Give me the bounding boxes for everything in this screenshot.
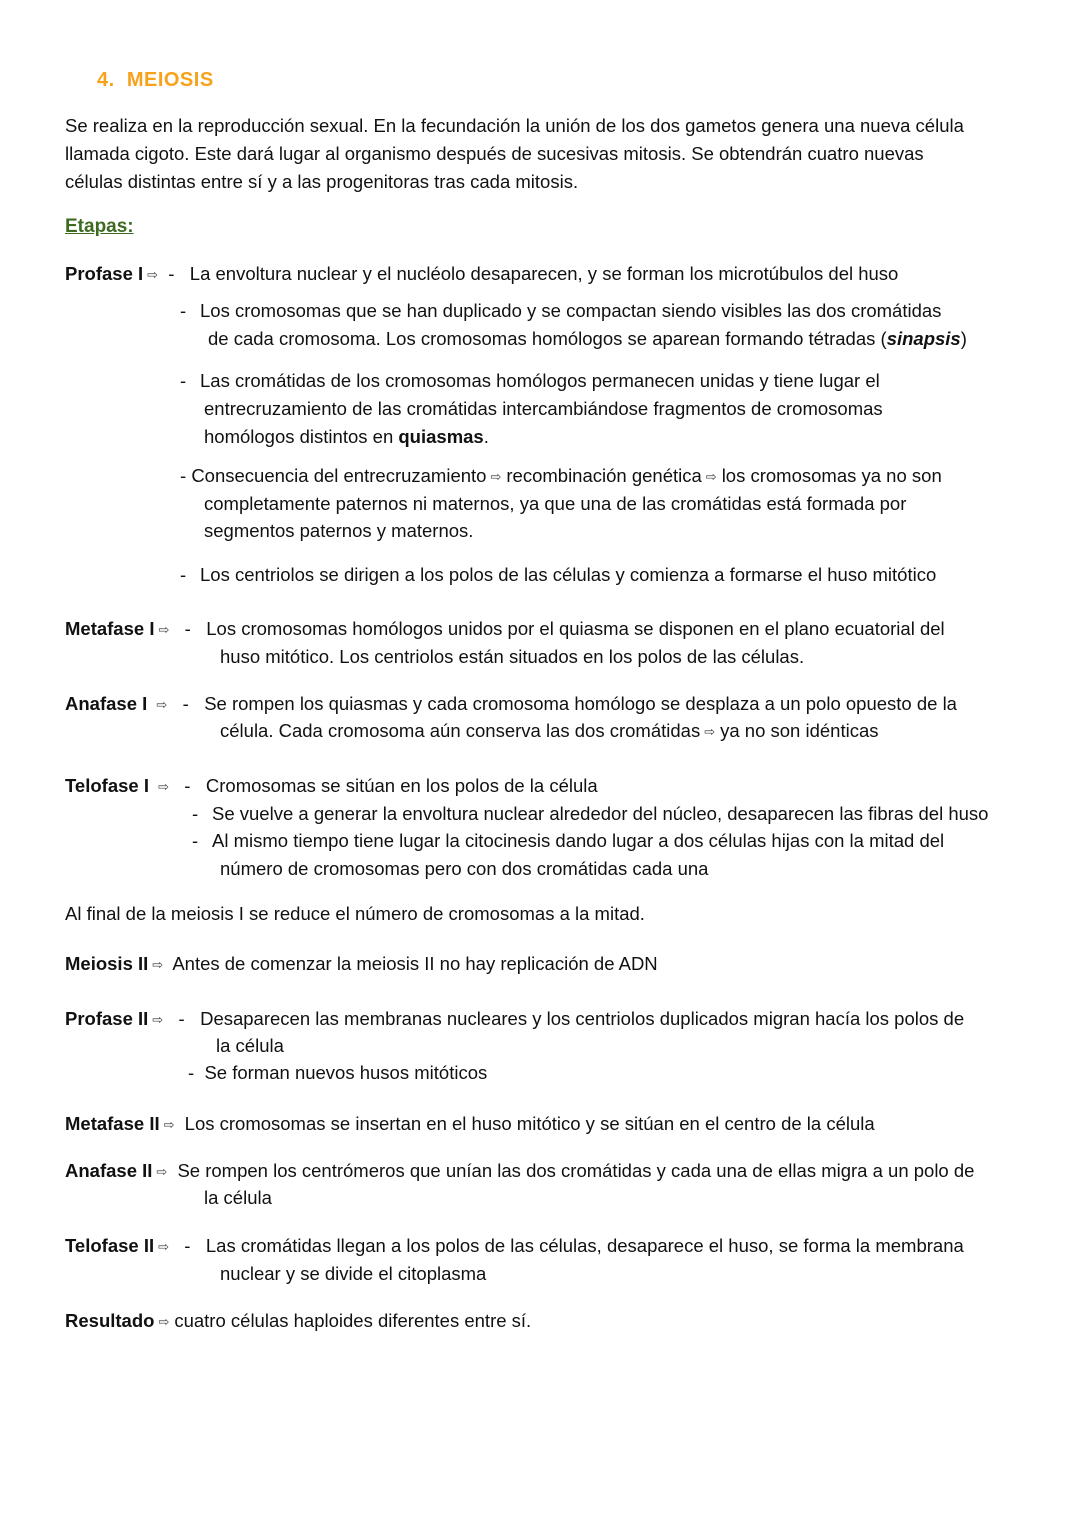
profase1-label: Profase I bbox=[65, 263, 144, 284]
intro-line-3: células distintas entre sí y a las progenitoras tras cada mitosis. bbox=[65, 171, 579, 192]
dash: - bbox=[180, 370, 187, 391]
telofase2-line-2: nuclear y se divide el citoplasma bbox=[220, 1263, 487, 1284]
section-title: MEIOSIS bbox=[126, 69, 214, 91]
arrow-icon: ⇨ bbox=[156, 1164, 168, 1179]
sinapsis-term: sinapsis bbox=[886, 328, 961, 349]
telofase1-line-1: Cromosomas se sitúan en los polos de la célula bbox=[205, 775, 598, 796]
profase2-label: Profase II bbox=[65, 1008, 149, 1029]
dash: - bbox=[168, 263, 175, 284]
resultado-label: Resultado bbox=[65, 1310, 155, 1331]
profase2-line-3-text: Se forman nuevos husos mitóticos bbox=[204, 1062, 488, 1083]
dash: - bbox=[192, 830, 199, 851]
profase1-point-3-line-2: entrecruzamiento de las cromátidas intercambiándose fragmentos de cromosomas bbox=[204, 398, 883, 419]
quiasmas-term: quiasmas bbox=[398, 426, 484, 447]
meiosis2-label: Meiosis II bbox=[65, 953, 149, 974]
arrow-icon: ⇨ bbox=[158, 779, 170, 794]
telofase2-line-1: Las cromátidas llegan a los polos de las células, desaparece el huso, se forma la membrana bbox=[205, 1235, 964, 1256]
anafase1-line-2 bbox=[220, 717, 879, 746]
profase1-point-3-text-c: . bbox=[483, 426, 489, 447]
anafase2-label: Anafase II bbox=[65, 1160, 153, 1181]
telofase2-label: Telofase II bbox=[65, 1235, 155, 1256]
arrow-icon: ⇨ bbox=[158, 1239, 170, 1254]
anafase2-line-1: Se rompen los centrómeros que unían las dos cromátidas y cada una de ellas migra a un polo de bbox=[177, 1160, 975, 1181]
profase1-point-2-line-1 bbox=[180, 297, 941, 324]
profase1-point-4-line-1 bbox=[180, 462, 942, 491]
profase1-point-2-text: Los cromosomas que se han duplicado y se compactan siendo visibles las dos cromátidas bbox=[200, 300, 942, 321]
anafase2-line-2: la célula bbox=[204, 1187, 272, 1208]
dash: - bbox=[188, 1062, 195, 1083]
profase1-point-4-text-b: recombinación genética bbox=[506, 465, 702, 486]
profase1-point-3-line-3 bbox=[204, 423, 489, 450]
profase1-point-1: La envoltura nuclear y el nucléolo desaparecen, y se forman los microtúbulos del huso bbox=[189, 263, 899, 284]
meiosis2-row bbox=[65, 950, 658, 979]
etapas-heading: Etapas: bbox=[65, 216, 134, 237]
arrow-icon: ⇨ bbox=[158, 622, 170, 637]
dash: - bbox=[182, 693, 189, 714]
telofase1-row bbox=[65, 772, 598, 801]
dash: - bbox=[192, 803, 199, 824]
telofase1-line-2 bbox=[192, 800, 988, 827]
intro-line-2: llamada cigoto. Este dará lugar al organismo después de sucesivas mitosis. Se obtendrán cuatro nuevas bbox=[65, 143, 924, 164]
dash: - bbox=[180, 300, 187, 321]
profase2-line-1: Desaparecen las membranas nucleares y los centriolos duplicados migran hacía los polos de bbox=[200, 1008, 965, 1029]
metafase2-label: Metafase II bbox=[65, 1113, 160, 1134]
profase1-point-2-text-a: de cada cromosoma. Los cromosomas homólogos se aparean formando tétradas ( bbox=[208, 328, 887, 349]
profase1-point-3-text: Las cromátidas de los cromosomas homólogos permanecen unidas y tiene lugar el bbox=[200, 370, 880, 391]
intro-line-1: Se realiza en la reproducción sexual. En la fecundación la unión de los dos gametos genera una nueva célula bbox=[65, 115, 964, 136]
dash: - bbox=[184, 618, 191, 639]
metafase2-row bbox=[65, 1110, 875, 1139]
arrow-icon: ⇨ bbox=[490, 469, 502, 484]
arrow-icon: ⇨ bbox=[158, 1314, 170, 1329]
metafase1-line-2: huso mitótico. Los centriolos están situados en los polos de las células. bbox=[220, 646, 805, 667]
profase1-point-4-text-a: Consecuencia del entrecruzamiento bbox=[191, 465, 487, 486]
profase2-row bbox=[65, 1005, 964, 1034]
profase2-line-3 bbox=[188, 1059, 487, 1086]
arrow-icon: ⇨ bbox=[163, 1117, 175, 1132]
profase1-point-4-line-3: segmentos paternos y maternos. bbox=[204, 520, 474, 541]
telofase1-line-4: número de cromosomas pero con dos cromátidas cada una bbox=[220, 858, 709, 879]
dash: - bbox=[184, 1235, 191, 1256]
dash: - bbox=[178, 1008, 185, 1029]
arrow-icon: ⇨ bbox=[152, 1012, 164, 1027]
profase1-point-5 bbox=[180, 561, 936, 588]
section-heading bbox=[97, 67, 214, 93]
arrow-icon: ⇨ bbox=[147, 267, 159, 282]
dash: - bbox=[184, 775, 191, 796]
metafase1-line-1: Los cromosomas homólogos unidos por el quiasma se disponen en el plano ecuatorial del bbox=[206, 618, 945, 639]
anafase2-row bbox=[65, 1157, 974, 1186]
arrow-icon: ⇨ bbox=[152, 957, 164, 972]
resultado-row bbox=[65, 1307, 531, 1336]
dash: - bbox=[180, 465, 187, 486]
metafase1-label: Metafase I bbox=[65, 618, 155, 639]
arrow-icon: ⇨ bbox=[704, 724, 716, 739]
anafase1-label: Anafase I bbox=[65, 693, 148, 714]
anafase1-row bbox=[65, 690, 957, 719]
resultado-text: cuatro células haploides diferentes entre sí. bbox=[174, 1310, 532, 1331]
telofase1-line-3-text: Al mismo tiempo tiene lugar la citocinesis dando lugar a dos células hijas con la mitad del bbox=[212, 830, 945, 851]
profase1-row bbox=[65, 260, 898, 289]
profase1-point-4-text-c: los cromosomas ya no son bbox=[721, 465, 942, 486]
profase1-point-2-text-c: ) bbox=[960, 328, 967, 349]
metafase2-text: Los cromosomas se insertan en el huso mitótico y se sitúan en el centro de la célula bbox=[184, 1113, 875, 1134]
profase1-point-4-line-2: completamente paternos ni maternos, ya que una de las cromátidas está formada por bbox=[204, 493, 907, 514]
telofase1-line-3 bbox=[192, 827, 944, 854]
telofase1-label: Telofase I bbox=[65, 775, 149, 796]
section-number: 4. bbox=[97, 69, 115, 91]
anafase1-line-1: Se rompen los quiasmas y cada cromosoma homólogo se desplaza a un polo opuesto de la bbox=[204, 693, 957, 714]
telofase1-line-2-text: Se vuelve a generar la envoltura nuclear alrededor del núcleo, desaparecen las fibras del huso bbox=[212, 803, 989, 824]
profase2-line-2: la célula bbox=[216, 1035, 284, 1056]
metafase1-row bbox=[65, 615, 945, 644]
arrow-icon: ⇨ bbox=[156, 697, 168, 712]
meiosis2-text: Antes de comenzar la meiosis II no hay replicación de ADN bbox=[172, 953, 658, 974]
arrow-icon: ⇨ bbox=[705, 469, 717, 484]
dash: - bbox=[180, 564, 187, 585]
telofase2-row bbox=[65, 1232, 964, 1261]
profase1-point-5-text: Los centriolos se dirigen a los polos de las células y comienza a formarse el huso mitótico bbox=[200, 564, 937, 585]
profase1-point-2-line-2 bbox=[208, 325, 967, 352]
summary-meiosis1: Al final de la meiosis I se reduce el número de cromosomas a la mitad. bbox=[65, 903, 645, 924]
profase1-point-3-line-1 bbox=[180, 367, 880, 394]
anafase1-line-2-b: ya no son idénticas bbox=[720, 720, 879, 741]
anafase1-line-2-a: célula. Cada cromosoma aún conserva las dos cromátidas bbox=[220, 720, 701, 741]
profase1-point-3-text-a: homólogos distintos en bbox=[204, 426, 399, 447]
